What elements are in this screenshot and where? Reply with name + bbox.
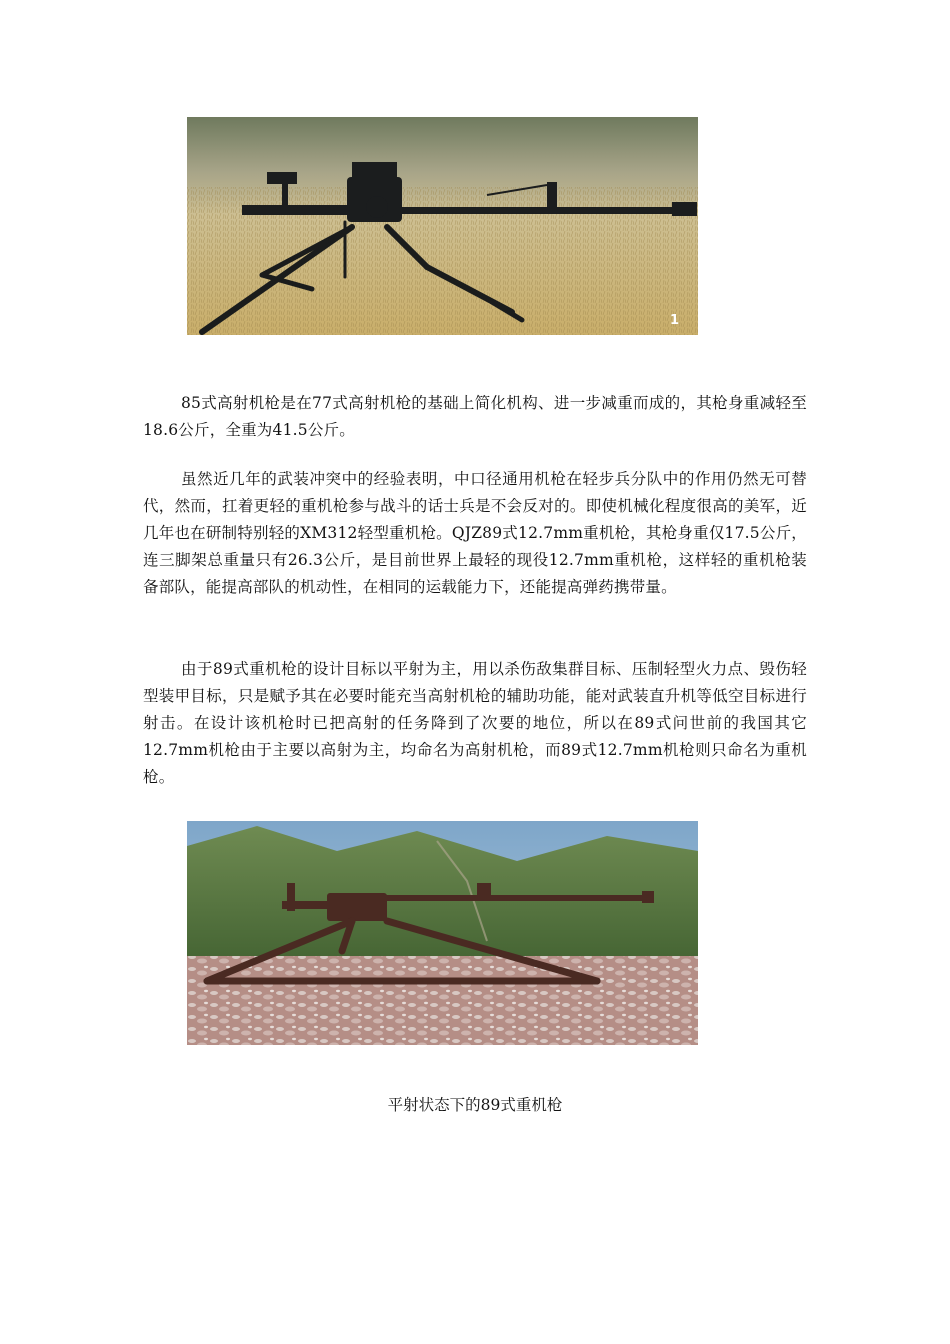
paragraph-85-gun: 85式高射机枪是在77式高射机枪的基础上简化机构、进一步减重而成的，其枪身重减轻至18.6公斤，全重为41.5公斤。 [143,394,807,439]
photo-89-machine-gun-level-fire [187,821,698,1045]
figure-number: 1 [670,313,680,328]
paragraph-qjz89-light: 虽然近几年的武装冲突中的经验表明，中口径通用机枪在轻步兵分队中的作用仍然无可替代，然而，扛着更轻的重机枪参与战斗的话士兵是不会反对的。即使机械化程度很高的美军，近几年也在研制特别轻的XM312轻型重机枪。QJZ89式12.7mm重机枪，其枪身重仅17.5公斤，连三脚架总重量只有26.3公斤，是目前世界上最轻的现役12.7mm重机枪，这样轻的重机枪装备部队，能提高部队的机动性，在相同的运载能力下，还能提高弹药携带量。 [143,470,807,596]
photo-85-machine-gun [187,117,698,335]
photo-85-machine-gun-image [187,117,698,335]
photo-89-machine-gun-image [187,821,698,1045]
paragraph-89-design-goal: 由于89式重机枪的设计目标以平射为主，用以杀伤敌集群目标、压制轻型火力点、毁伤轻型装甲目标，只是赋予其在必要时能充当高射机枪的辅助功能，能对武装直升机等低空目标进行射击。在设计该机枪时已把高射的任务降到了次要的地位，所以在89式问世前的我国其它12.7mm机枪由于主要以高射为主，均命名为高射机枪，而89式12.7mm机枪则只命名为重机枪。 [143,660,807,786]
photo-caption: 平射状态下的89式重机枪 [387,1096,563,1114]
